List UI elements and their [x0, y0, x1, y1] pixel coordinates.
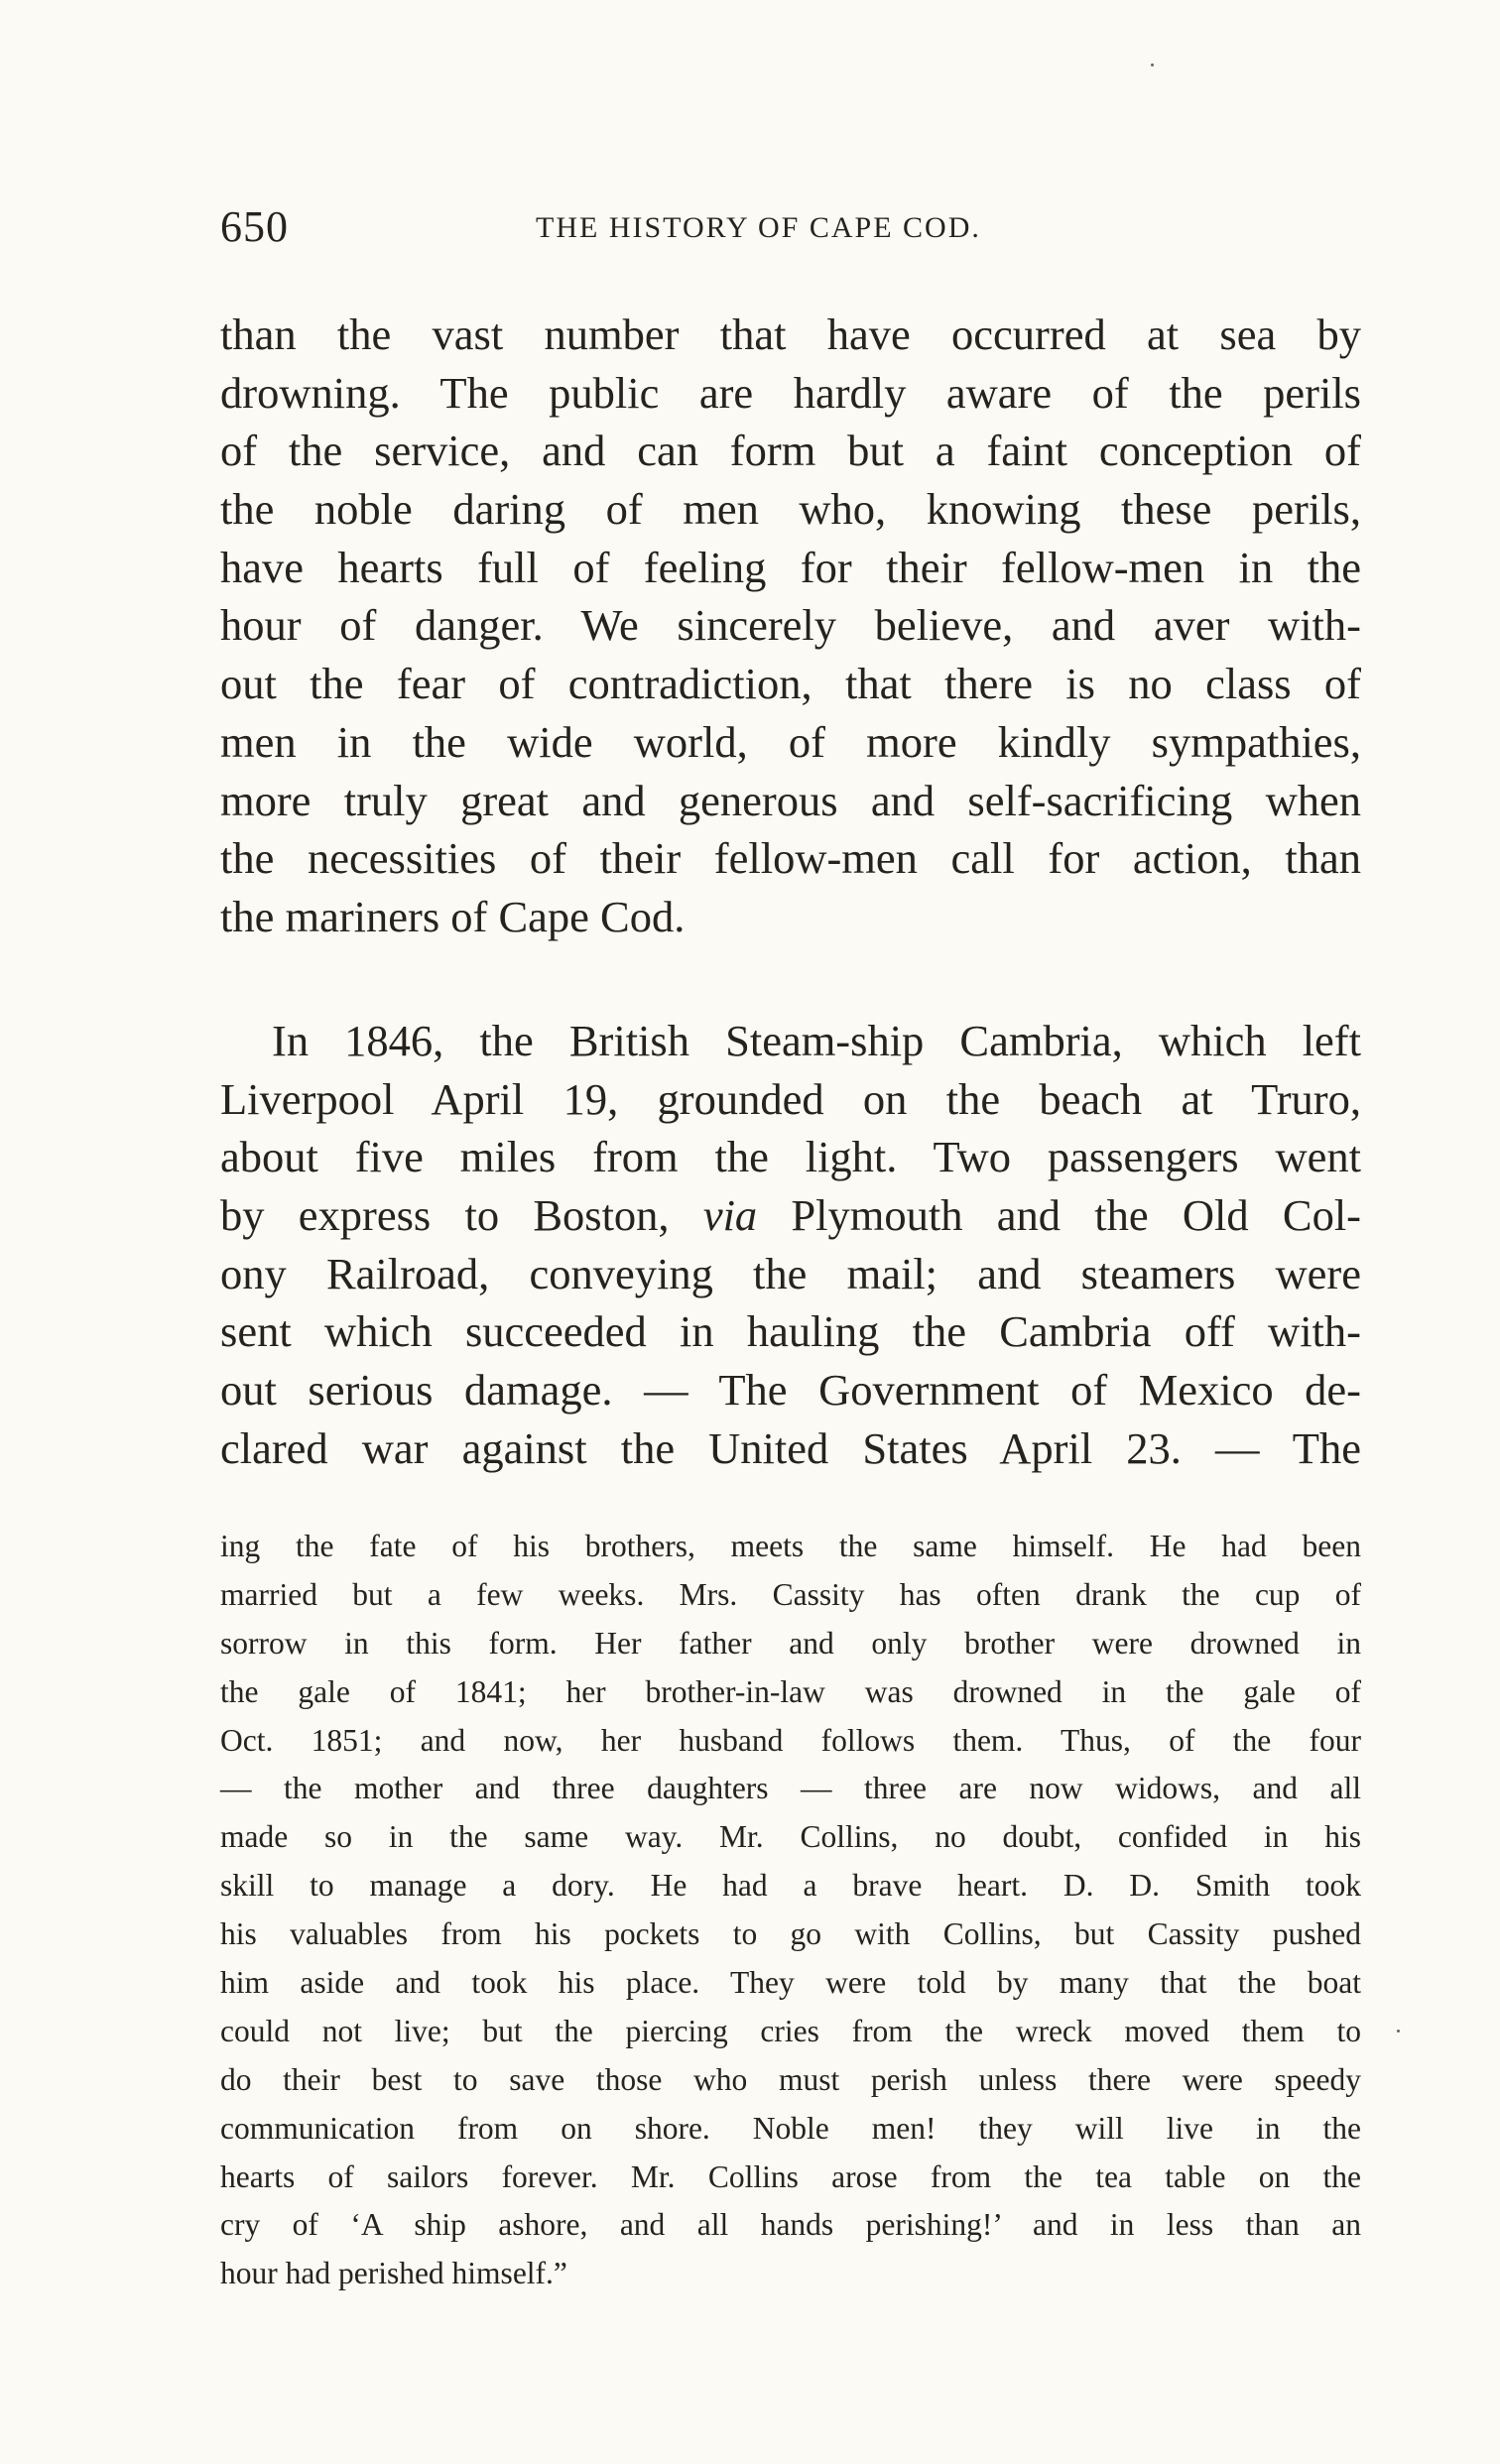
- text-line: the necessities of their fellow-men call for action, than: [220, 833, 1361, 884]
- text-line: than the vast number that have occurred at sea by: [220, 309, 1361, 359]
- text-line: about five miles from the light. Two passengers went: [220, 1132, 1361, 1182]
- text-line: In 1846, the British Steam-ship Cambria, which left: [272, 1016, 1361, 1065]
- text-line: of the service, and can form but a faint conception of: [220, 426, 1361, 476]
- text-line: the mariners of Cape Cod.: [220, 891, 686, 941]
- page-number: 650: [220, 202, 289, 251]
- text-line: Liverpool April 19, grounded on the beach at Truro,: [220, 1073, 1361, 1124]
- footnote-line: the gale of 1841; her brother-in-law was drowned in the gale of: [220, 1673, 1361, 1709]
- italic-word: via: [702, 1190, 758, 1241]
- footnote-line: his valuables from his pockets to go with Collins, but Cassity pushed: [220, 1916, 1361, 1952]
- text-segment: by express to Boston,: [220, 1190, 703, 1241]
- text-line: more truly great and generous and self-sacrificing when: [220, 775, 1361, 825]
- footnote-line: could not live; but the piercing cries from the wreck moved them to: [220, 2013, 1361, 2048]
- footnote-line: cry of ‘A ship ashore, and all hands perishing!’ and in less than an: [220, 2207, 1361, 2243]
- text-line: sent which succeeded in hauling the Cambria off with-: [220, 1306, 1361, 1357]
- footnote-line: him aside and took his place. They were told by many that the boat: [220, 1965, 1361, 2001]
- text-line: out serious damage. — The Government of Mexico de-: [220, 1365, 1361, 1416]
- text-line: hour of danger. We sincerely believe, and aver with-: [220, 600, 1361, 651]
- paragraph-1: [220, 306, 1361, 946]
- text-line: men in the wide world, of more kindly sympathies,: [220, 716, 1361, 767]
- text-line: ony Railroad, conveying the mail; and steamers were: [220, 1248, 1361, 1298]
- footnote-line: sorrow in this form. Her father and only brother were drowned in: [220, 1625, 1361, 1661]
- footnote-line: hearts of sailors forever. Mr. Collins arose from the tea table on the: [220, 2158, 1361, 2194]
- footnote-line: communication from on shore. Noble men! they will live in the: [220, 2110, 1361, 2146]
- footnote-line: do their best to save those who must perish unless there were speedy: [220, 2061, 1361, 2097]
- footnote-line: skill to manage a dory. He had a brave heart. D. D. Smith took: [220, 1868, 1361, 1904]
- text-line: drowning. The public are hardly aware of the perils: [220, 367, 1361, 418]
- running-title: THE HISTORY OF CAPE COD.: [536, 211, 981, 244]
- footnote-line: married but a few weeks. Mrs. Cassity has often drank the cup of: [220, 1576, 1361, 1612]
- footnote-line: ing the fate of his brothers, meets the same himself. He had been: [220, 1529, 1361, 1563]
- paper-speck: [1397, 2030, 1400, 2033]
- text-line: out the fear of contradiction, that there is no class of: [220, 659, 1361, 709]
- page-header: [220, 201, 1361, 261]
- text-line: have hearts full of feeling for their fellow-men in the: [220, 542, 1361, 592]
- footnote-line: hour had perished himself.”: [220, 2256, 567, 2291]
- footnote-line: Oct. 1851; and now, her husband follows them. Thus, of the four: [220, 1722, 1361, 1758]
- paper-speck: [1151, 63, 1154, 66]
- text-line: the noble daring of men who, knowing these perils,: [220, 484, 1361, 535]
- footnote-line: — the mother and three daughters — three are now widows, and all: [220, 1771, 1361, 1806]
- text-line-with-italic: [220, 1186, 1361, 1245]
- text-segment: Plymouth and the Old Col-: [757, 1190, 1361, 1241]
- paragraph-2: [220, 1012, 1361, 1478]
- text-line: clared war against the United States April 23. — The: [220, 1422, 1361, 1473]
- footnote-line: made so in the same way. Mr. Collins, no doubt, confided in his: [220, 1819, 1361, 1855]
- footnote-block: [220, 1523, 1361, 2298]
